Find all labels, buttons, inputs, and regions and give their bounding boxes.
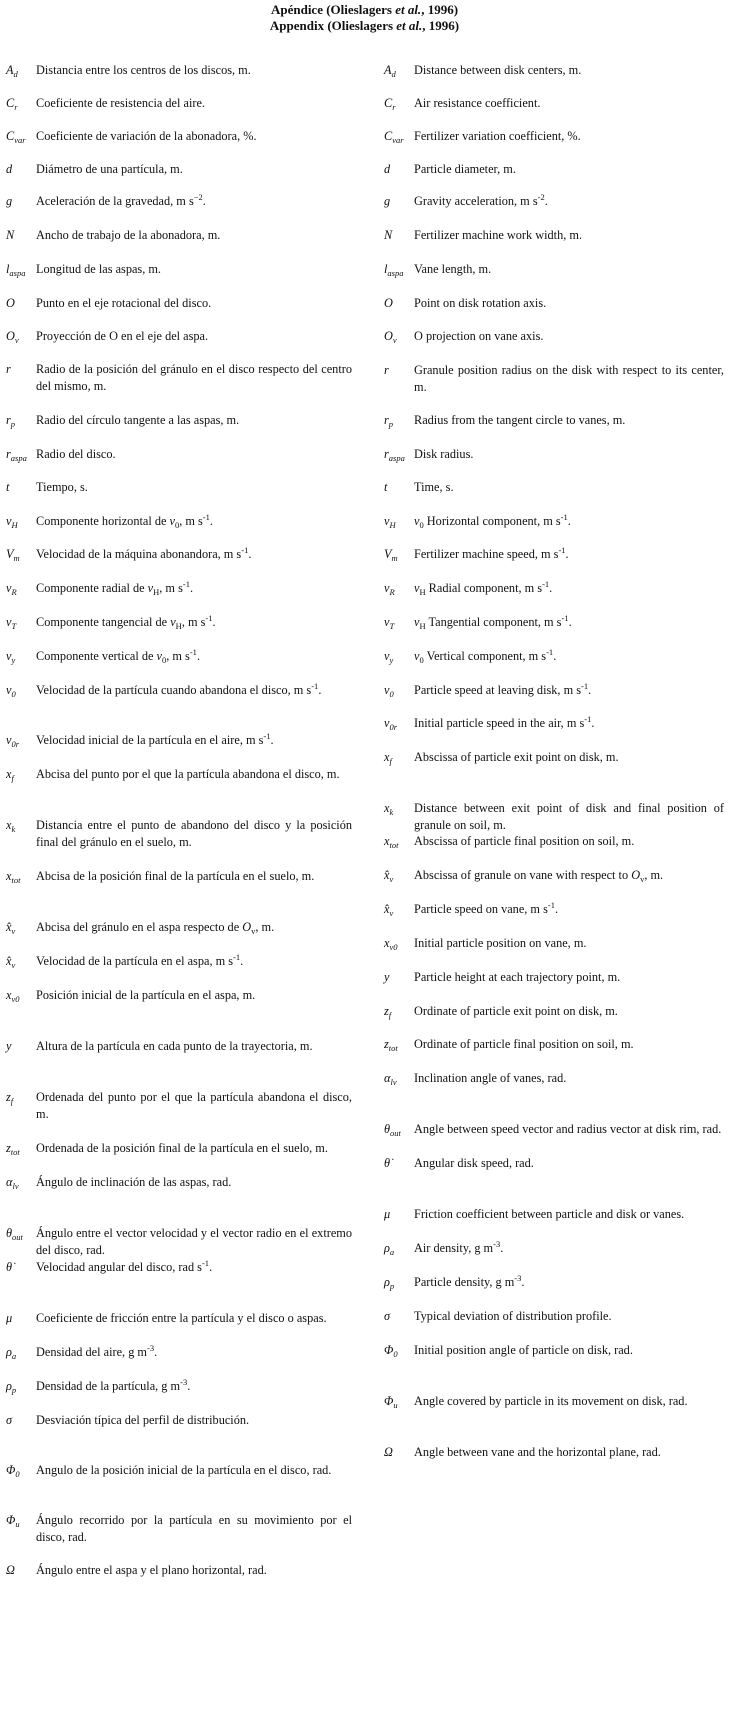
entry-symbol: d [6,162,13,176]
entry-symbol: $x̂_v$ [384,868,394,884]
entry-symbol: y [6,1039,12,1053]
entry-definition: Componente horizontal de $v_0$, m $s^{-1}$. [36,512,213,530]
entry-symbol: $O_v$ [6,329,19,345]
entry-definition: Coeficiente de variación de la abonadora, %. [36,129,257,143]
entry-symbol: r [384,363,389,377]
entry-definition: $v_H$ Tangential component, m $s^{-1}$. [414,613,572,631]
entry-definition: Fertilizer machine work width, m. [414,228,583,242]
entry-symbol: $\Phi_0$ [384,1343,398,1359]
entry-symbol: $\rho_p$ [6,1379,17,1395]
entry-symbol: $r_p$ [384,413,394,429]
entry-symbol: θ̇ [6,1260,13,1274]
entry-symbol: N [6,228,15,242]
entry-definition: Inclination angle of vanes, rad. [414,1071,567,1085]
entry-definition: Radius from the tangent circle to vanes, m. [414,413,626,427]
entry-definition: Fertilizer variation coefficient, %. [414,129,581,143]
entry-definition: Abcisa del gránulo en el aspa respecto de $O_v$, m. [36,920,275,936]
entry-definition: Fertilizer machine speed, m $s^{-1}$. [414,545,569,561]
entry-symbol: $l_{aspa}$ [6,262,26,278]
entry-definition: Velocidad angular del disco, rad $s^{-1}$. [36,1258,213,1274]
entry-symbol: $v_R$ [384,581,395,597]
entry-symbol: $\theta_{out}$ [384,1122,401,1138]
entry-definition: Radio de la posición del gránulo en el disco respecto del centro del mismo, m. [36,362,352,393]
entry-definition: Abscissa of particle exit point on disk, m. [414,750,619,764]
entry-symbol: $x̂_v$ [6,954,16,970]
entry-definition: Ángulo de inclinación de las aspas, rad. [36,1175,232,1189]
entry-definition: Ordenada del punto por el que la partícula abandona el disco, m. [36,1090,352,1121]
entry-symbol: $\rho_p$ [384,1275,395,1291]
entry-symbol: r [6,362,11,376]
entry-definition: O projection on vane axis. [414,329,544,343]
entry-symbol: μ [384,1207,391,1221]
entry-symbol: $z_f$ [6,1090,14,1106]
entry-definition: Disk radius. [414,447,474,461]
entry-definition: Diámetro de una partícula, m. [36,162,183,176]
entry-definition: Abcisa de la posición final de la partícula en el suelo, m. [36,869,315,883]
entry-definition: Particle density, g $m^{-3}$. [414,1273,525,1289]
entry-definition: Longitud de las aspas, m. [36,262,161,276]
entry-symbol: $v_R$ [6,581,17,597]
entry-definition: Ángulo recorrido por la partícula en su movimiento por el disco, rad. [36,1513,352,1544]
entry-definition: Radio del círculo tangente a las aspas, m. [36,413,240,427]
entry-symbol: $l_{aspa}$ [384,262,404,278]
entry-symbol: g [6,194,13,208]
entry-definition: Angular disk speed, rad. [414,1156,534,1170]
entry-symbol: $A_d$ [6,63,18,79]
entry-definition: Vane length, m. [414,262,492,276]
entry-definition: Abscissa of granule on vane with respect to $O_v$, m. [414,868,664,884]
entry-definition: Abcisa del punto por el que la partícula abandona el disco, m. [36,767,340,781]
entry-symbol: $z_{tot}$ [6,1141,20,1157]
entry-definition: Aceleración de la gravedad, m $s^{-2}$. [36,192,206,208]
entry-definition: $v_0$ Horizontal component, m $s^{-1}$. [414,512,571,530]
entry-definition: Initial particle position on vane, m. [414,936,587,950]
entry-definition: Initial position angle of particle on disk, rad. [414,1343,633,1357]
entry-symbol: $v_0$ [6,683,16,699]
entry-definition: Air density, g $m^{-3}$. [414,1239,504,1255]
entry-symbol: $C_r$ [6,96,18,112]
entry-definition: Initial particle speed in the air, m $s^{-1}$. [414,714,595,730]
entry-definition: Componente tangencial de $v_H$, m $s^{-1}$. [36,613,216,631]
entry-symbol: $x̂_v$ [384,902,394,918]
entry-definition: Ordinate of particle exit point on disk, m. [414,1004,618,1018]
entry-definition: Particle speed on vane, m $s^{-1}$. [414,900,559,916]
entry-symbol: $x_{tot}$ [384,834,399,850]
entry-symbol: $v_y$ [384,649,394,665]
entry-symbol: $V_m$ [6,547,20,563]
entry-symbol: $\Phi_0$ [6,1463,20,1479]
entry-definition: Distancia entre los centros de los discos, m. [36,63,251,77]
entry-definition: Velocidad de la máquina abonandora, m $s^{-1}$. [36,545,252,561]
entry-definition: Particle diameter, m. [414,162,516,176]
entry-definition: Point on disk rotation axis. [414,296,547,310]
entry-symbol: Ω [384,1445,393,1459]
entry-symbol: Ω [6,1563,15,1577]
entry-definition: Altura de la partícula en cada punto de la trayectoria, m. [36,1039,313,1053]
entry-symbol: $v_y$ [6,649,16,665]
entry-symbol: N [384,228,393,242]
entry-symbol: $v_{0r}$ [6,733,20,749]
entry-symbol: $v_H$ [384,514,396,530]
entry-symbol: $v_T$ [384,615,395,631]
entry-symbol: d [384,162,391,176]
entry-symbol: $\Phi_u$ [6,1513,20,1529]
entry-definition: Granule position radius on the disk with respect to its center, m. [414,363,724,394]
entry-definition: Typical deviation of distribution profile. [414,1309,612,1323]
entry-symbol: $v_0$ [384,683,394,699]
entry-symbol: $v_H$ [6,514,18,530]
entry-definition: Velocidad de la partícula en el aspa, m $s^{-1}$. [36,952,244,968]
entry-symbol: $z_f$ [384,1004,392,1020]
entry-symbol: σ [384,1309,391,1323]
entry-symbol: $x_{v0}$ [6,988,20,1004]
entry-definition: Radio del disco. [36,447,116,461]
entry-symbol: $r_{aspa}$ [6,447,27,463]
entry-symbol: $x_k$ [384,801,394,817]
appendix-title-es: Apéndice (Olieslagers et al., 1996) [270,2,459,17]
entry-definition: Densidad del aire, g $m^{-3}$. [36,1343,158,1359]
entry-symbol: $x_k$ [6,818,16,834]
entry-definition: Ordenada de la posición final de la partícula en el suelo, m. [36,1141,328,1155]
entry-definition: Distance between exit point of disk and final position of granule on soil, m. [414,801,724,832]
entry-definition: $v_H$ Radial component, m $s^{-1}$. [414,579,553,597]
entry-definition: Densidad de la partícula, g $m^{-3}$. [36,1377,191,1393]
entry-symbol: $x̂_v$ [6,920,16,936]
entry-symbol: O [384,296,393,310]
entry-definition: Posición inicial de la partícula en el aspa, m. [36,988,256,1002]
entry-symbol: $\alpha_{lv}$ [384,1071,397,1087]
entry-definition: Angle between speed vector and radius vector at disk rim, rad. [414,1122,722,1136]
entry-definition: Angle covered by particle in its movement on disk, rad. [414,1394,688,1408]
entry-definition: Punto en el eje rotacional del disco. [36,296,212,310]
entry-symbol: $x_f$ [6,767,14,783]
entry-symbol: y [384,970,390,984]
entry-symbol: $V_m$ [384,547,398,563]
entry-definition: Distancia entre el punto de abandono del disco y la posición final del gránulo en el suelo, m. [36,818,352,849]
entry-definition: Proyección de O en el eje del aspa. [36,329,209,343]
entry-symbol: $C_r$ [384,96,396,112]
entry-symbol: $\theta_{out}$ [6,1226,23,1242]
entry-definition: Distance between disk centers, m. [414,63,582,77]
entry-definition: Angulo de la posición inicial de la partícula en el disco, rad. [36,1463,332,1477]
entry-definition: Friction coefficient between particle and disk or vanes. [414,1207,685,1221]
entry-definition: Velocidad inicial de la partícula en el aire, m $s^{-1}$. [36,731,274,747]
entry-definition: Gravity acceleration, m $s^{-2}$. [414,192,548,208]
entry-definition: Coeficiente de fricción entre la partícula y el disco o aspas. [36,1311,327,1325]
appendix-header [0,2,729,34]
entry-symbol: t [6,480,10,494]
entry-definition: Particle height at each trajectory point, m. [414,970,621,984]
entry-definition: Tiempo, s. [36,480,88,494]
entry-definition: Ángulo entre el aspa y el plano horizontal, rad. [36,1563,267,1577]
entry-symbol: $r_p$ [6,413,16,429]
entry-definition: Coeficiente de resistencia del aire. [36,96,205,110]
entry-symbol: $x_{tot}$ [6,869,21,885]
entry-symbol: $r_{aspa}$ [384,447,405,463]
entry-symbol: μ [6,1311,13,1325]
entry-symbol: $\alpha_{lv}$ [6,1175,19,1191]
entry-definition: Abscissa of particle final position on soil, m. [414,834,635,848]
entry-definition: Angle between vane and the horizontal plane, rad. [414,1445,661,1459]
appendix-title-en: Appendix (Olieslagers et al., 1996) [269,18,460,33]
entry-symbol: O [6,296,15,310]
entry-definition: Ancho de trabajo de la abonadora, m. [36,228,221,242]
entry-symbol: $z_{tot}$ [384,1037,398,1053]
entry-definition: Desviación típica del perfil de distribución. [36,1413,250,1427]
entry-symbol: σ [6,1413,13,1427]
entry-definition: Air resistance coefficient. [414,96,541,110]
entry-definition: Particle speed at leaving disk, m $s^{-1}$. [414,681,592,697]
entry-symbol: $x_{v0}$ [384,936,398,952]
entry-definition: $v_0$ Vertical component, m $s^{-1}$. [414,647,557,665]
entry-symbol: $\rho_a$ [6,1345,17,1361]
entry-symbol: θ̇ [384,1156,391,1170]
entry-definition: Componente radial de $v_H$, m $s^{-1}$. [36,579,194,597]
entry-symbol: $A_d$ [384,63,396,79]
entry-symbol: $\Phi_u$ [384,1394,398,1410]
entry-symbol: $x_f$ [384,750,392,766]
entry-symbol: t [384,480,388,494]
entry-symbol: $\rho_a$ [384,1241,395,1257]
entry-definition: Time, s. [414,480,454,494]
entry-definition: Ángulo entre el vector velocidad y el vector radio en el extremo del disco, rad. [36,1226,352,1257]
entry-symbol: $v_T$ [6,615,17,631]
entry-symbol: $C_{var}$ [384,129,404,145]
entry-definition: Ordinate of particle final position on soil, m. [414,1037,634,1051]
entry-definition: Velocidad de la partícula cuando abandona el disco, m $s^{-1}$. [36,681,322,697]
entry-definition: Componente vertical de $v_0$, m $s^{-1}$. [36,647,201,665]
entry-symbol: $v_{0r}$ [384,716,398,732]
entry-symbol: $C_{var}$ [6,129,26,145]
entry-symbol: $O_v$ [384,329,397,345]
entry-symbol: g [384,194,391,208]
